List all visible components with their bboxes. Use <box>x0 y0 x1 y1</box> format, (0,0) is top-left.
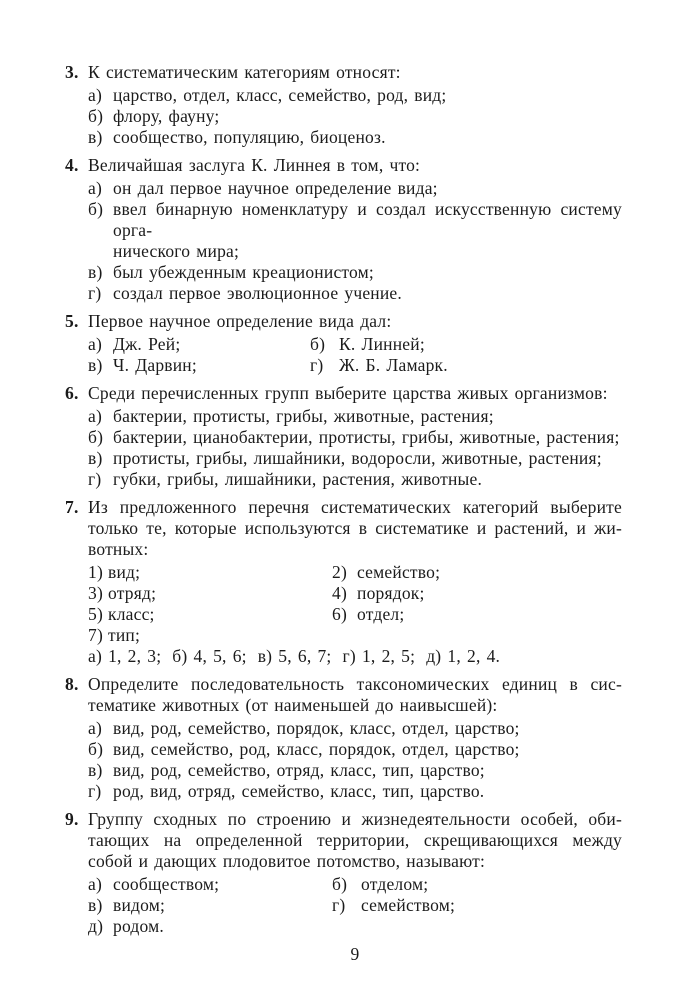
option-label: г) <box>88 283 102 303</box>
question-text: Группу сходных по строению и жизнедеятельности особей, оби- <box>88 809 622 829</box>
option-label: в) <box>88 127 103 147</box>
item-label: 4) <box>332 583 347 603</box>
question-4 <box>65 155 622 304</box>
option-row <box>88 199 622 262</box>
option-text: К. Линней; <box>339 334 425 354</box>
option-label: в) <box>88 262 103 282</box>
question-text: Первое научное определение вида дал: <box>88 311 392 331</box>
option-row <box>310 355 622 376</box>
option-label: а) <box>88 718 102 738</box>
option-row <box>88 427 622 448</box>
question-header <box>65 62 622 83</box>
numbered-item <box>88 604 332 625</box>
option-text: вид, род, семейство, отряд, класс, тип, царство; <box>113 760 485 780</box>
option-text: Дж. Рей; <box>113 334 181 354</box>
option-text: сообщество, популяцию, биоценоз. <box>113 127 386 147</box>
question-text: Среди перечисленных групп выберите царства живых организмов: <box>88 383 608 403</box>
option-text: губки, грибы, лишайники, растения, животные. <box>113 469 483 489</box>
option-row <box>88 262 622 283</box>
option-row <box>88 469 622 490</box>
option-row <box>88 916 332 937</box>
options-grid <box>88 874 622 937</box>
option-label: г) <box>332 895 346 915</box>
question-header-line: тематике животных (от наименьшей до наивысшей): <box>88 695 498 715</box>
question-header-line: вотных: <box>88 539 149 559</box>
answer-option: б) 4, 5, 6; <box>172 646 247 666</box>
option-label: а) <box>88 178 102 198</box>
question-header <box>65 383 622 404</box>
option-text: род, вид, отряд, семейство, класс, тип, царство. <box>113 781 485 801</box>
item-label: 3) <box>88 583 103 603</box>
item-text: порядок; <box>357 583 425 603</box>
question-8 <box>65 674 622 802</box>
option-row <box>88 739 622 760</box>
question-header-line: тающих на определенной территории, скрещивающихся между <box>88 830 622 850</box>
question-number: 7. <box>65 497 79 517</box>
option-text: он дал первое научное определение вида; <box>113 178 438 198</box>
option-row <box>88 127 622 148</box>
options-grid <box>88 334 622 376</box>
option-label: в) <box>88 895 103 915</box>
numbered-item <box>332 604 622 625</box>
option-text: Ж. Б. Ламарк. <box>339 355 448 375</box>
option-row <box>88 85 622 106</box>
option-row <box>88 283 622 304</box>
option-row <box>88 406 622 427</box>
numbered-item <box>88 562 332 583</box>
option-label: а) <box>88 406 102 426</box>
question-number: 4. <box>65 155 79 175</box>
question-header <box>65 311 622 332</box>
option-text: сообществом; <box>113 874 220 894</box>
question-header-line: собой и дающих плодовитое потомство, называют: <box>88 851 486 871</box>
option-text: видом; <box>113 895 166 915</box>
option-text: семейством; <box>361 895 456 915</box>
option-text: вид, род, семейство, порядок, класс, отдел, царство; <box>113 718 520 738</box>
option-text: родом. <box>113 916 164 936</box>
option-row <box>88 895 332 916</box>
item-label: 2) <box>332 562 347 582</box>
option-text: был убежденным креационистом; <box>113 262 374 282</box>
item-text: тип; <box>108 625 141 645</box>
page-number: 9 <box>350 944 360 964</box>
answer-option: г) 1, 2, 5; <box>342 646 416 666</box>
item-label: 1) <box>88 562 103 582</box>
page-content <box>65 62 622 965</box>
option-text: вид, семейство, род, класс, порядок, отдел, царство; <box>113 739 520 759</box>
option-text: бактерии, цианобактерии, протисты, грибы, животные, растения; <box>113 427 620 447</box>
numbered-item <box>88 625 332 646</box>
question-text: Из предложенного перечня систематических категорий выберите <box>88 497 622 517</box>
option-row <box>88 355 310 376</box>
question-header <box>65 155 622 176</box>
question-7 <box>65 497 622 667</box>
option-text: бактерии, протисты, грибы, животные, растения; <box>113 406 494 426</box>
answer-option: д) 1, 2, 4. <box>426 646 501 666</box>
option-line: нического мира; <box>113 241 240 261</box>
option-row <box>88 760 622 781</box>
option-row <box>88 718 622 739</box>
option-label: г) <box>88 469 102 489</box>
item-text: вид; <box>108 562 141 582</box>
item-text: отдел; <box>357 604 405 624</box>
option-row <box>88 448 622 469</box>
question-number: 3. <box>65 62 79 82</box>
option-text: создал первое эволюционное учение. <box>113 283 402 303</box>
option-label: в) <box>88 448 103 468</box>
answer-option: в) 5, 6, 7; <box>257 646 332 666</box>
option-label: в) <box>88 355 103 375</box>
option-row <box>88 334 310 355</box>
option-label: б) <box>88 199 104 219</box>
question-text: Определите последовательность таксономических единиц в сис- <box>88 674 622 694</box>
option-label: г) <box>310 355 324 375</box>
numbered-items-grid <box>88 562 622 646</box>
item-text: семейство; <box>357 562 441 582</box>
option-text: ввел бинарную номенклатуру и создал искусственную систему орга- <box>113 199 622 240</box>
question-text: К систематическим категориям относят: <box>88 62 401 82</box>
answer-option: а) 1, 2, 3; <box>88 646 162 666</box>
option-label: а) <box>88 874 102 894</box>
option-text: отделом; <box>361 874 429 894</box>
option-label: г) <box>88 781 102 801</box>
question-header <box>65 497 622 560</box>
question-text: Величайшая заслуга К. Линнея в том, что: <box>88 155 421 175</box>
question-3 <box>65 62 622 148</box>
question-header-line <box>65 809 622 830</box>
option-row <box>88 874 332 895</box>
question-number: 9. <box>65 809 79 829</box>
question-number: 8. <box>65 674 79 694</box>
item-label: 6) <box>332 604 347 624</box>
question-number: 6. <box>65 383 79 403</box>
option-row <box>88 781 622 802</box>
option-label: б) <box>88 739 104 759</box>
question-number: 5. <box>65 311 79 331</box>
item-label: 5) <box>88 604 103 624</box>
question-header-line <box>65 497 622 518</box>
option-label: в) <box>88 760 103 780</box>
answer-options-row <box>88 646 622 667</box>
question-header-line <box>65 674 622 695</box>
option-line <box>88 199 622 241</box>
question-header <box>65 674 622 716</box>
question-header-line: только те, которые используются в систематике и растений, и жи- <box>88 518 622 538</box>
question-5 <box>65 311 622 376</box>
option-label: б) <box>310 334 326 354</box>
option-label: б) <box>88 106 104 126</box>
option-label: а) <box>88 334 102 354</box>
option-label: а) <box>88 85 102 105</box>
question-header <box>65 809 622 872</box>
option-label: б) <box>332 874 348 894</box>
option-row <box>332 895 622 916</box>
option-text: царство, отдел, класс, семейство, род, вид; <box>113 85 447 105</box>
item-text: класс; <box>108 604 155 624</box>
option-label: б) <box>88 427 104 447</box>
item-label: 7) <box>88 625 103 645</box>
option-label: д) <box>88 916 104 936</box>
numbered-item <box>332 583 622 604</box>
option-row <box>332 874 622 895</box>
option-text: протисты, грибы, лишайники, водоросли, животные, растения; <box>113 448 602 468</box>
numbered-item <box>88 583 332 604</box>
option-text: флору, фауну; <box>113 106 220 126</box>
question-9 <box>65 809 622 937</box>
question-6 <box>65 383 622 490</box>
option-row <box>88 178 622 199</box>
option-text: Ч. Дарвин; <box>113 355 197 375</box>
numbered-item <box>332 562 622 583</box>
item-text: отряд; <box>108 583 157 603</box>
option-row <box>310 334 622 355</box>
option-row <box>88 106 622 127</box>
